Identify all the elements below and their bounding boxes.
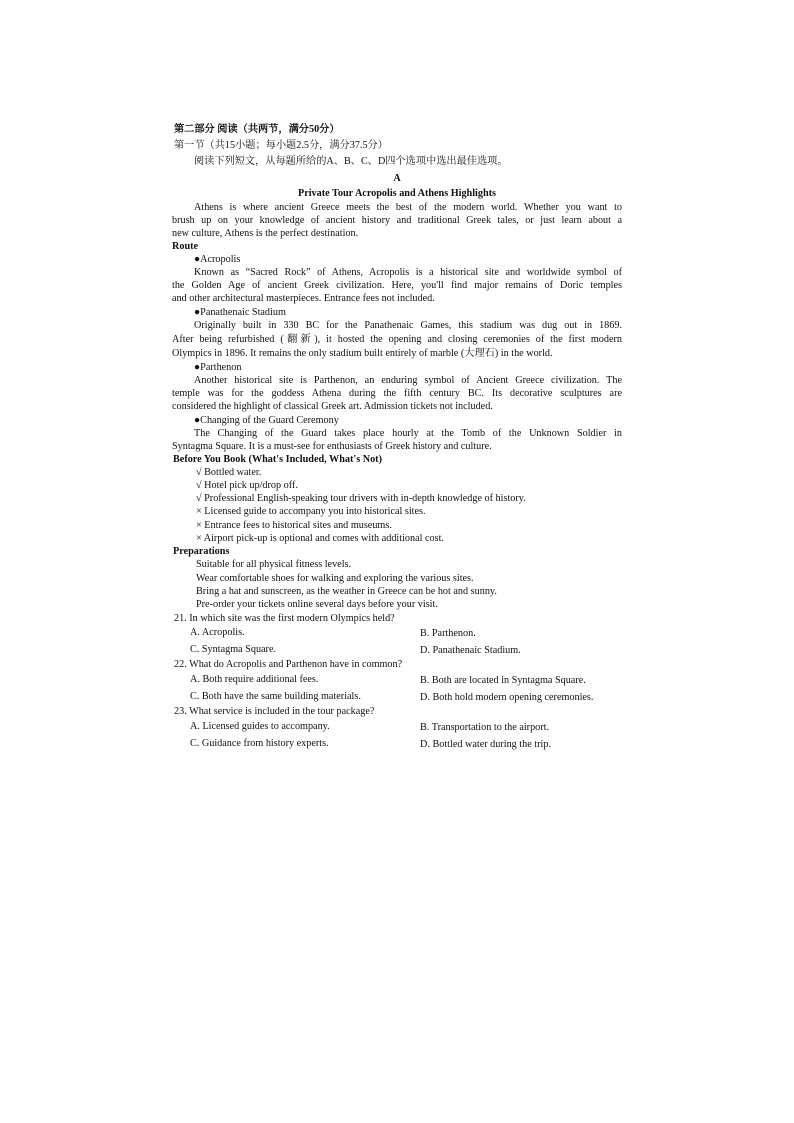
question-21-option-b: B. Parthenon. xyxy=(420,628,476,639)
book-item-entrance-fees: × Entrance fees to historical sites and museums. xyxy=(196,520,392,531)
passage-letter: A xyxy=(393,173,401,184)
site-name-guard-ceremony: ●Changing of the Guard Ceremony xyxy=(194,415,339,426)
book-heading: Before You Book (What's Included, What's Not) xyxy=(173,454,382,465)
parthenon-line-1: Another historical site is Parthenon, an enduring symbol of Ancient Greece civilization. The xyxy=(194,375,622,386)
question-23-option-c: C. Guidance from history experts. xyxy=(190,738,329,749)
question-22-stem: 22. What do Acropolis and Parthenon have in common? xyxy=(174,659,403,670)
acropolis-line-3: and other architectural masterpieces. Entrance fees not included. xyxy=(172,293,435,304)
guard-line-2: Syntagma Square. It is a must-see for enthusiasts of Greek history and culture. xyxy=(172,441,492,452)
question-21-option-c: C. Syntagma Square. xyxy=(190,644,277,655)
prep-item-fitness: Suitable for all physical fitness levels. xyxy=(196,559,352,570)
stadium-line-1: Originally built in 330 BC for the Panathenaic Games, this stadium was dug out in 1869. xyxy=(194,320,622,331)
prep-heading: Preparations xyxy=(173,546,230,557)
acropolis-line-1: Known as “Sacred Rock” of Athens, Acropolis is a historical site and worldwide symbol of xyxy=(194,267,622,278)
prep-item-hat-sunscreen: Bring a hat and sunscreen, as the weather in Greece can be hot and sunny. xyxy=(196,586,497,597)
stadium-line-2: After being refurbished (翻新), it hosted the opening and closing ceremonies of the first modern xyxy=(172,334,622,345)
passage-title: Private Tour Acropolis and Athens Highlights xyxy=(297,188,497,199)
instruction-text: 阅读下列短文，从每题所给的A、B、C、D四个选项中选出最佳选项。 xyxy=(194,156,508,167)
question-21-stem: 21. In which site was the first modern Olympics held? xyxy=(174,613,395,624)
book-item-hotel-pickup: √ Hotel pick up/drop off. xyxy=(196,480,298,491)
question-21-option-d: D. Panathenaic Stadium. xyxy=(420,645,521,656)
book-item-airport-pickup: × Airport pick-up is optional and comes with additional cost. xyxy=(196,533,444,544)
question-23-option-a: A. Licensed guides to accompany. xyxy=(190,721,330,732)
question-22-option-a: A. Both require additional fees. xyxy=(190,674,319,685)
parthenon-line-3: considered the highlight of classical Greek art. Admission tickets not included. xyxy=(172,401,493,412)
site-name-parthenon: ●Parthenon xyxy=(194,362,242,373)
guard-line-1: The Changing of the Guard takes place hourly at the Tomb of the Unknown Soldier in xyxy=(194,428,622,439)
prep-item-shoes: Wear comfortable shoes for walking and exploring the various sites. xyxy=(196,573,474,584)
intro-line-1: Athens is where ancient Greece meets the best of the modern world. Whether you want to xyxy=(194,202,622,213)
stadium-line-3: Olympics in 1896. It remains the only stadium built entirely of marble (大理石) in the world. xyxy=(172,348,553,359)
intro-line-3: new culture, Athens is the perfect destination. xyxy=(172,228,359,239)
book-item-tour-drivers: √ Professional English-speaking tour drivers with in-depth knowledge of history. xyxy=(196,493,526,504)
book-item-licensed-guide: × Licensed guide to accompany you into historical sites. xyxy=(196,506,426,517)
site-name-stadium: ●Panathenaic Stadium xyxy=(194,307,286,318)
parthenon-line-2: temple was for the goddess Athena during the fifth century BC. Its decorative sculptures are xyxy=(172,388,622,399)
intro-line-2: brush up on your knowledge of ancient history and traditional Greek tales, or just learn about a xyxy=(172,215,622,226)
question-22-option-b: B. Both are located in Syntagma Square. xyxy=(420,675,586,686)
question-23-option-b: B. Transportation to the airport. xyxy=(420,722,550,733)
question-21-option-a: A. Acropolis. xyxy=(190,627,245,638)
site-name-acropolis: ●Acropolis xyxy=(194,254,241,265)
question-23-option-d: D. Bottled water during the trip. xyxy=(420,739,551,750)
route-heading: Route xyxy=(172,241,199,252)
book-item-bottled-water: √ Bottled water. xyxy=(196,467,262,478)
question-22-option-d: D. Both hold modern opening ceremonies. xyxy=(420,692,594,703)
question-22-option-c: C. Both have the same building materials. xyxy=(190,691,361,702)
question-23-stem: 23. What service is included in the tour package? xyxy=(174,706,375,717)
part-heading: 第二部分 阅读（共两节，满分50分） xyxy=(174,124,340,135)
section-heading: 第一节（共15小题；每小题2.5分，满分37.5分） xyxy=(174,140,388,151)
acropolis-line-2: the Golden Age of ancient Greek civilization. Here, you'll find major remains of Doric temples xyxy=(172,280,622,291)
prep-item-preorder: Pre-order your tickets online several days before your visit. xyxy=(196,599,438,610)
